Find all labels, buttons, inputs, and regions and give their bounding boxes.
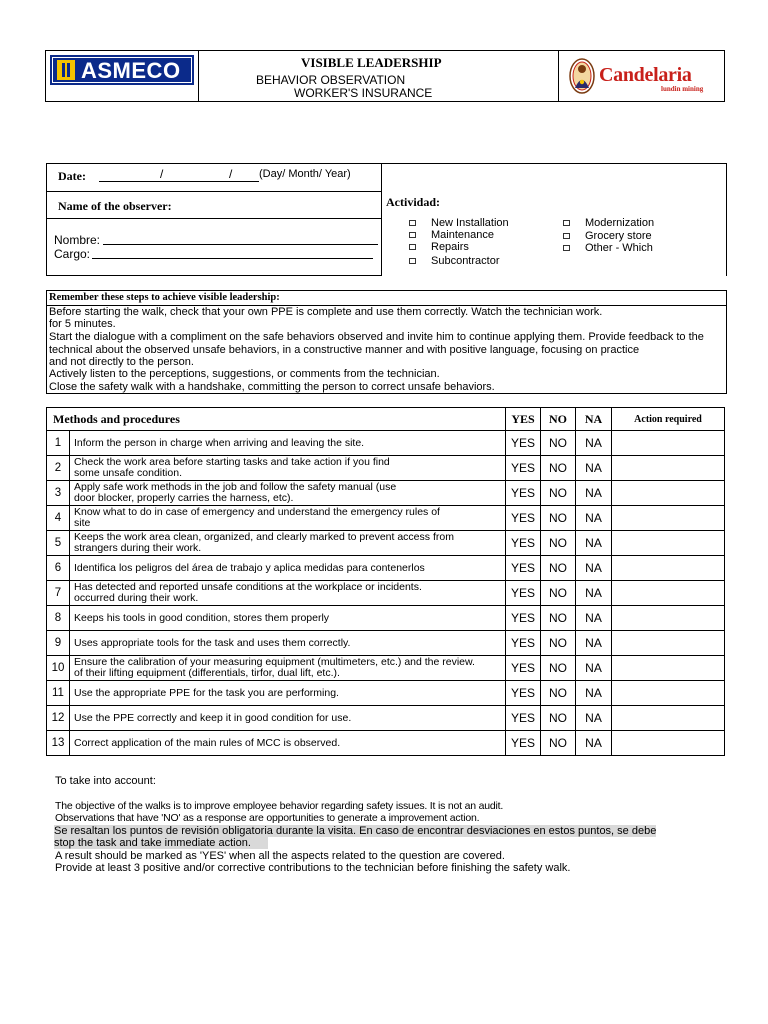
row-description-line: Keeps the work area clean, organized, and clearly marked to prevent access from — [74, 531, 454, 543]
row-description-line: Apply safe work methods in the job and follow the safety manual (use — [74, 481, 397, 493]
step-line: Close the safety walk with a handshake, committing the person to correct unsafe behaviors. — [49, 381, 495, 393]
action-required-header: Action required — [612, 408, 725, 431]
row-number: 8 — [47, 606, 70, 631]
checkbox-icon — [563, 245, 570, 251]
na-header: NA — [576, 408, 612, 431]
table-row — [47, 431, 725, 456]
row-description-line: Uses appropriate tools for the task and uses them correctly. — [74, 636, 351, 649]
activity-option-modernization[interactable]: Modernization — [563, 217, 654, 229]
row-number: 6 — [47, 556, 70, 581]
table-row — [47, 556, 725, 581]
date-label: Date: — [58, 169, 86, 183]
action-required-cell[interactable] — [612, 581, 725, 606]
row-description — [70, 431, 506, 456]
date-field[interactable] — [99, 181, 259, 182]
answer-na-cell[interactable]: NA — [576, 556, 612, 581]
answer-na-cell[interactable]: NA — [576, 631, 612, 656]
table-row — [47, 706, 725, 731]
activity-label: Actividad: — [386, 195, 440, 209]
row-number: 7 — [47, 581, 70, 606]
answer-no-cell[interactable]: NO — [541, 481, 576, 506]
checkbox-icon — [409, 220, 416, 226]
step-line: Actively listen to the perceptions, suggestions, or comments from the technician. — [49, 368, 440, 380]
row-number: 1 — [47, 431, 70, 456]
action-required-cell[interactable] — [612, 631, 725, 656]
row-description — [70, 656, 506, 681]
action-required-cell[interactable] — [612, 731, 725, 756]
answer-no-cell[interactable]: NO — [541, 706, 576, 731]
activity-option-repairs[interactable]: Repairs — [409, 241, 469, 253]
note-line-highlighted: Se resaltan los puntos de revisión obligatoria durante la visita. En caso de encontrar desviaciones en estos puntos, se debe — [54, 825, 657, 837]
asmeco-logo-text: ASMECO — [81, 58, 181, 83]
answer-yes-cell[interactable]: YES — [506, 706, 541, 731]
note-line: The objective of the walks is to improve employee behavior regarding safety issues. It is not an audit. — [55, 800, 504, 812]
row-description-line: Correct application of the main rules of MCC is observed. — [74, 736, 341, 749]
action-required-cell[interactable] — [612, 456, 725, 481]
action-required-cell[interactable] — [612, 531, 725, 556]
answer-no-cell[interactable]: NO — [541, 456, 576, 481]
answer-yes-cell[interactable]: YES — [506, 731, 541, 756]
row-description — [70, 706, 506, 731]
nombre-label: Nombre: — [54, 233, 101, 247]
asmeco-logo — [50, 55, 194, 85]
no-header: NO — [541, 408, 576, 431]
date-separator-1: / — [160, 167, 164, 181]
table-row — [47, 606, 725, 631]
answer-no-cell[interactable]: NO — [541, 681, 576, 706]
row-description-line: Has detected and reported unsafe conditions at the workplace or incidents. — [74, 581, 422, 593]
action-required-cell[interactable] — [612, 556, 725, 581]
answer-na-cell[interactable]: NA — [576, 731, 612, 756]
steps-title: Remember these steps to achieve visible leadership: — [49, 292, 280, 303]
answer-no-cell[interactable]: NO — [541, 731, 576, 756]
activity-option-grocery-store[interactable]: Grocery store — [563, 230, 652, 242]
row-description-line: Know what to do in case of emergency and understand the emergency rules of — [74, 506, 440, 518]
answer-no-cell[interactable]: NO — [541, 556, 576, 581]
yes-header: YES — [506, 408, 541, 431]
lundin-mining-text: lundin mining — [661, 85, 704, 93]
action-required-cell[interactable] — [612, 706, 725, 731]
activity-option-maintenance[interactable]: Maintenance — [409, 229, 494, 241]
answer-no-cell[interactable]: NO — [541, 506, 576, 531]
row-description — [70, 581, 506, 606]
row-description-line: Identifica los peligros del área de trabajo y aplica medidas para contenerlos — [74, 561, 425, 574]
table-row — [47, 531, 725, 556]
answer-no-cell[interactable]: NO — [541, 656, 576, 681]
document-title: VISIBLE LEADERSHIP — [301, 55, 442, 70]
activity-option-new-installation[interactable]: New Installation — [409, 217, 509, 229]
row-description-line: Ensure the calibration of your measuring equipment (multimeters, etc.) and the review. — [74, 656, 475, 668]
answer-yes-cell[interactable]: YES — [506, 606, 541, 631]
answer-na-cell[interactable]: NA — [576, 431, 612, 456]
row-number: 2 — [47, 456, 70, 481]
note-line: Observations that have 'NO' as a response are opportunities to generate a improvement action. — [55, 812, 480, 824]
step-line: Before starting the walk, check that your own PPE is complete and use them correctly. Watch the technician work. — [49, 306, 603, 318]
checkbox-icon — [563, 233, 570, 239]
row-description — [70, 456, 506, 481]
checkbox-icon — [409, 244, 416, 250]
step-line: and not directly to the person. — [49, 356, 194, 368]
step-line: Start the dialogue with a compliment on the safe behaviors observed and invite him to continue applying them. Provide feedback to the — [49, 331, 704, 343]
row-description-line: Use the appropriate PPE for the task you are performing. — [74, 686, 339, 699]
note-line-highlighted: stop the task and take immediate action. — [54, 837, 268, 849]
answer-na-cell[interactable]: NA — [576, 456, 612, 481]
checkbox-icon — [563, 220, 570, 226]
nombre-field[interactable] — [103, 244, 378, 245]
table-row — [47, 731, 725, 756]
notes-heading: To take into account: — [55, 775, 156, 787]
answer-no-cell[interactable]: NO — [541, 581, 576, 606]
left-logo-cell — [46, 51, 199, 101]
date-format-hint: (Day/ Month/ Year) — [259, 168, 351, 180]
asmeco-emblem-icon — [57, 60, 75, 80]
table-row — [47, 631, 725, 656]
row-description-line: site — [74, 517, 91, 529]
cargo-label: Cargo: — [54, 247, 91, 261]
activity-box — [381, 163, 727, 276]
row-number: 4 — [47, 506, 70, 531]
action-required-cell[interactable] — [612, 431, 725, 456]
activity-option-subcontractor[interactable]: Subcontractor — [409, 255, 499, 267]
answer-yes-cell[interactable]: YES — [506, 681, 541, 706]
row-number: 12 — [47, 706, 70, 731]
answer-na-cell[interactable]: NA — [576, 481, 612, 506]
action-required-cell[interactable] — [612, 506, 725, 531]
row-description-line: door blocker, properly carries the harness, etc). — [74, 492, 294, 504]
row-description — [70, 631, 506, 656]
document-header — [45, 50, 725, 102]
answer-yes-cell[interactable]: YES — [506, 481, 541, 506]
row-description — [70, 556, 506, 581]
answer-yes-cell[interactable]: YES — [506, 456, 541, 481]
row-description-line: occurred during their work. — [74, 592, 199, 604]
answer-na-cell[interactable]: NA — [576, 606, 612, 631]
table-row — [47, 506, 725, 531]
row-number: 9 — [47, 631, 70, 656]
answer-na-cell[interactable]: NA — [576, 656, 612, 681]
table-row — [47, 681, 725, 706]
table-row — [47, 456, 725, 481]
row-description — [70, 481, 506, 506]
answer-yes-cell[interactable]: YES — [506, 656, 541, 681]
checkbox-icon — [409, 232, 416, 238]
checkbox-icon — [409, 258, 416, 264]
answer-yes-cell[interactable]: YES — [506, 431, 541, 456]
answer-no-cell[interactable]: NO — [541, 631, 576, 656]
answer-na-cell[interactable]: NA — [576, 531, 612, 556]
methods-table — [46, 407, 725, 756]
row-description — [70, 606, 506, 631]
candelaria-emblem-icon — [569, 58, 595, 94]
row-number: 3 — [47, 481, 70, 506]
row-number: 10 — [47, 656, 70, 681]
candelaria-logo-text: Candelaria — [599, 64, 692, 86]
answer-yes-cell[interactable]: YES — [506, 506, 541, 531]
activity-option-other[interactable]: Other - Which — [563, 242, 653, 254]
answer-no-cell[interactable]: NO — [541, 531, 576, 556]
table-row — [47, 656, 725, 681]
row-description-line: Keeps his tools in good condition, stores them properly — [74, 611, 330, 624]
answer-no-cell[interactable]: NO — [541, 606, 576, 631]
action-required-cell[interactable] — [612, 656, 725, 681]
answer-no-cell[interactable]: NO — [541, 431, 576, 456]
note-line: A result should be marked as 'YES' when all the aspects related to the question are covered. — [55, 850, 505, 862]
answer-na-cell[interactable]: NA — [576, 706, 612, 731]
action-required-cell[interactable] — [612, 481, 725, 506]
document-subtitle-2: WORKER'S INSURANCE — [294, 86, 433, 100]
row-description-line: strangers during their work. — [74, 542, 202, 554]
date-separator-2: / — [229, 167, 233, 181]
row-description — [70, 731, 506, 756]
step-line: for 5 minutes. — [49, 318, 116, 330]
action-required-cell[interactable] — [612, 606, 725, 631]
document-subtitle-1: BEHAVIOR OBSERVATION — [256, 73, 406, 87]
observer-label: Name of the observer: — [58, 199, 172, 213]
row-number: 11 — [47, 681, 70, 706]
answer-yes-cell[interactable]: YES — [506, 531, 541, 556]
cargo-field[interactable] — [92, 258, 373, 259]
methods-header: Methods and procedures — [47, 408, 506, 431]
table-row — [47, 481, 725, 506]
row-description-line: Check the work area before starting tasks and take action if you find — [74, 456, 390, 468]
answer-na-cell[interactable]: NA — [576, 506, 612, 531]
row-number: 5 — [47, 531, 70, 556]
answer-yes-cell[interactable]: YES — [506, 556, 541, 581]
row-description-line: Use the PPE correctly and keep it in good condition for use. — [74, 711, 352, 724]
answer-yes-cell[interactable]: YES — [506, 631, 541, 656]
row-description-line: Inform the person in charge when arriving and leaving the site. — [74, 436, 365, 449]
answer-yes-cell[interactable]: YES — [506, 581, 541, 606]
answer-na-cell[interactable]: NA — [576, 681, 612, 706]
observer-info-box — [46, 163, 382, 276]
row-description — [70, 681, 506, 706]
action-required-cell[interactable] — [612, 681, 725, 706]
leadership-steps-box — [46, 290, 727, 394]
right-logo-cell — [558, 51, 724, 101]
row-description-line: of their lifting equipment (differentials, tirfor, dual lift, etc.). — [74, 667, 340, 679]
table-row — [47, 581, 725, 606]
step-line: technical about the observed unsafe behaviors, in a constructive manner and with positive language, focusing on practice — [49, 344, 640, 356]
answer-na-cell[interactable]: NA — [576, 581, 612, 606]
note-line: Provide at least 3 positive and/or corrective contributions to the technician before finishing the safety walk. — [55, 862, 571, 874]
row-description — [70, 506, 506, 531]
row-description — [70, 531, 506, 556]
row-description-line: some unsafe condition. — [74, 467, 182, 479]
row-number: 13 — [47, 731, 70, 756]
